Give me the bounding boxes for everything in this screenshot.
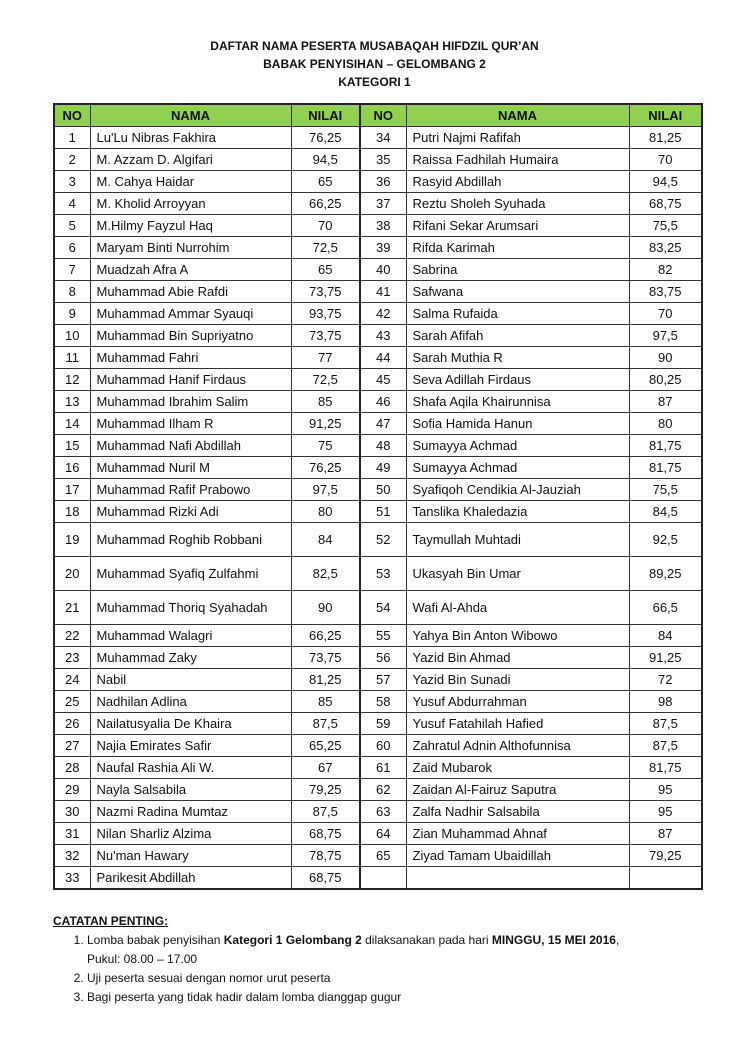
participant-score: 89,25 xyxy=(629,557,702,591)
participant-number: 16 xyxy=(54,457,90,479)
table-row xyxy=(54,413,702,435)
note-1-text-c: , xyxy=(615,933,620,947)
participant-name: M. Azzam D. Algifari xyxy=(90,149,291,171)
participant-score: 73,75 xyxy=(291,325,360,347)
participant-name: Rifani Sekar Arumsari xyxy=(406,215,629,237)
participant-name: Muhammad Rafif Prabowo xyxy=(90,479,291,501)
table-row xyxy=(54,149,702,171)
participant-name: Zaidan Al-Fairuz Saputra xyxy=(406,779,629,801)
participant-score: 81,75 xyxy=(629,757,702,779)
participant-number: 35 xyxy=(360,149,406,171)
participant-number: 49 xyxy=(360,457,406,479)
participant-score: 83,75 xyxy=(629,281,702,303)
participant-score: 68,75 xyxy=(291,867,360,890)
participant-number: 2 xyxy=(54,149,90,171)
participant-score: 73,75 xyxy=(291,647,360,669)
participant-number: 23 xyxy=(54,647,90,669)
table-row xyxy=(54,237,702,259)
participant-number: 63 xyxy=(360,801,406,823)
participant-name: Muhammad Ilham R xyxy=(90,413,291,435)
participant-score: 75,5 xyxy=(629,215,702,237)
table-row xyxy=(54,127,702,149)
participant-number: 30 xyxy=(54,801,90,823)
note-1-text-a: Lomba babak penyisihan xyxy=(87,933,224,947)
participant-name: Muhammad Syafiq Zulfahmi xyxy=(90,557,291,591)
participant-name: Yusuf Abdurrahman xyxy=(406,691,629,713)
header-no-2: NO xyxy=(360,104,406,127)
participant-name: Ziyad Tamam Ubaidillah xyxy=(406,845,629,867)
participant-score: 70 xyxy=(629,149,702,171)
participant-name: Muhammad Bin Supriyatno xyxy=(90,325,291,347)
participant-number: 13 xyxy=(54,391,90,413)
participant-name: Muhammad Rizki Adi xyxy=(90,501,291,523)
participant-name: Zahratul Adnin Althofunnisa xyxy=(406,735,629,757)
participant-number: 19 xyxy=(54,523,90,557)
participant-number: 62 xyxy=(360,779,406,801)
participant-name: Salma Rufaida xyxy=(406,303,629,325)
participant-number: 29 xyxy=(54,779,90,801)
participant-name: Zian Muhammad Ahnaf xyxy=(406,823,629,845)
participant-number: 12 xyxy=(54,369,90,391)
header-nilai-2: NILAI xyxy=(629,104,702,127)
table-row xyxy=(54,625,702,647)
participant-name: Nailatusyalia De Khaira xyxy=(90,713,291,735)
table-row xyxy=(54,669,702,691)
participant-name: Muhammad Roghib Robbani xyxy=(90,523,291,557)
participant-score: 75 xyxy=(291,435,360,457)
table-row xyxy=(54,735,702,757)
participant-number: 58 xyxy=(360,691,406,713)
participant-score: 97,5 xyxy=(291,479,360,501)
participant-name: Sarah Muthia R xyxy=(406,347,629,369)
participant-number: 28 xyxy=(54,757,90,779)
table-row xyxy=(54,391,702,413)
participant-name: Parikesit Abdillah xyxy=(90,867,291,890)
participant-number: 46 xyxy=(360,391,406,413)
table-row xyxy=(54,281,702,303)
participant-number: 10 xyxy=(54,325,90,347)
participant-name: Muhammad Nafi Abdillah xyxy=(90,435,291,457)
participant-name xyxy=(406,867,629,890)
participant-score: 68,75 xyxy=(291,823,360,845)
participant-score: 66,5 xyxy=(629,591,702,625)
participant-name: Sabrina xyxy=(406,259,629,281)
participant-name: Muhammad Walagri xyxy=(90,625,291,647)
table-row xyxy=(54,259,702,281)
note-1-bold-category: Kategori 1 Gelombang 2 xyxy=(223,933,362,947)
participant-number: 15 xyxy=(54,435,90,457)
participant-score: 87,5 xyxy=(291,713,360,735)
participant-number: 11 xyxy=(54,347,90,369)
title-line-1: DAFTAR NAMA PESERTA MUSABAQAH HIFDZIL QUR’AN xyxy=(210,39,539,53)
participant-score: 91,25 xyxy=(629,647,702,669)
participant-name: Reztu Sholeh Syuhada xyxy=(406,193,629,215)
participant-number: 31 xyxy=(54,823,90,845)
participant-name: Maryam Binti Nurrohim xyxy=(90,237,291,259)
participant-number: 42 xyxy=(360,303,406,325)
participant-name: Yahya Bin Anton Wibowo xyxy=(406,625,629,647)
participant-score: 80 xyxy=(629,413,702,435)
participant-number: 27 xyxy=(54,735,90,757)
participant-name: Syafiqoh Cendikia Al-Jauziah xyxy=(406,479,629,501)
participant-number: 57 xyxy=(360,669,406,691)
participant-number: 60 xyxy=(360,735,406,757)
participant-name: Yazid Bin Sunadi xyxy=(406,669,629,691)
participant-name: Muhammad Thoriq Syahadah xyxy=(90,591,291,625)
note-3-text: Bagi peserta yang tidak hadir dalam lomba dianggap gugur xyxy=(87,990,402,1004)
participant-score: 70 xyxy=(291,215,360,237)
participant-name: Zaid Mubarok xyxy=(406,757,629,779)
participant-name: M. Cahya Haidar xyxy=(90,171,291,193)
participant-score: 82 xyxy=(629,259,702,281)
participant-score: 80,25 xyxy=(629,369,702,391)
participant-name: Nadhilan Adlina xyxy=(90,691,291,713)
participant-score: 77 xyxy=(291,347,360,369)
participant-score: 93,75 xyxy=(291,303,360,325)
participant-name: Nu'man Hawary xyxy=(90,845,291,867)
table-row xyxy=(54,347,702,369)
participant-number: 3 xyxy=(54,171,90,193)
participant-name: Muadzah Afra A xyxy=(90,259,291,281)
participant-score: 98 xyxy=(629,691,702,713)
table-row xyxy=(54,523,702,557)
participant-score: 82,5 xyxy=(291,557,360,591)
participant-number: 26 xyxy=(54,713,90,735)
important-notes xyxy=(53,912,713,1007)
participant-score xyxy=(629,867,702,890)
participant-name: Safwana xyxy=(406,281,629,303)
participant-number: 59 xyxy=(360,713,406,735)
participant-name: Sumayya Achmad xyxy=(406,435,629,457)
participant-score: 81,25 xyxy=(629,127,702,149)
participant-number xyxy=(360,867,406,890)
participant-score: 97,5 xyxy=(629,325,702,347)
participant-score: 87,5 xyxy=(291,801,360,823)
participant-name: Lu'Lu Nibras Fakhira xyxy=(90,127,291,149)
note-1-bold-date: MINGGU, 15 MEI 2016 xyxy=(491,933,616,947)
participant-score: 87 xyxy=(629,391,702,413)
participant-score: 91,25 xyxy=(291,413,360,435)
note-item-1 xyxy=(87,931,713,969)
participant-number: 24 xyxy=(54,669,90,691)
participant-number: 9 xyxy=(54,303,90,325)
table-row xyxy=(54,557,702,591)
participant-score: 79,25 xyxy=(291,779,360,801)
participant-name: Zalfa Nadhir Salsabila xyxy=(406,801,629,823)
participant-score: 92,5 xyxy=(629,523,702,557)
header-nama: NAMA xyxy=(90,104,291,127)
participant-number: 50 xyxy=(360,479,406,501)
participant-number: 52 xyxy=(360,523,406,557)
participant-number: 40 xyxy=(360,259,406,281)
participant-number: 14 xyxy=(54,413,90,435)
table-row xyxy=(54,691,702,713)
participant-name: Muhammad Fahri xyxy=(90,347,291,369)
participant-name: Muhammad Abie Rafdi xyxy=(90,281,291,303)
header-nama-2: NAMA xyxy=(406,104,629,127)
participant-number: 38 xyxy=(360,215,406,237)
participant-score: 66,25 xyxy=(291,193,360,215)
participant-name: Najia Emirates Safir xyxy=(90,735,291,757)
participant-number: 65 xyxy=(360,845,406,867)
participant-score: 78,75 xyxy=(291,845,360,867)
participant-name: Yazid Bin Ahmad xyxy=(406,647,629,669)
table-row xyxy=(54,713,702,735)
notes-heading: CATATAN PENTING: xyxy=(53,914,169,928)
table-row xyxy=(54,823,702,845)
participant-score: 65 xyxy=(291,171,360,193)
participant-score: 95 xyxy=(629,779,702,801)
participant-table xyxy=(53,103,703,890)
participant-number: 20 xyxy=(54,557,90,591)
participant-name: Muhammad Zaky xyxy=(90,647,291,669)
participant-score: 87 xyxy=(629,823,702,845)
table-row xyxy=(54,193,702,215)
note-item-2 xyxy=(87,969,713,988)
participant-number: 54 xyxy=(360,591,406,625)
participant-number: 45 xyxy=(360,369,406,391)
participant-score: 94,5 xyxy=(629,171,702,193)
participant-score: 84 xyxy=(629,625,702,647)
table-row xyxy=(54,303,702,325)
participant-score: 95 xyxy=(629,801,702,823)
participant-number: 7 xyxy=(54,259,90,281)
participant-score: 75,5 xyxy=(629,479,702,501)
participant-name: Nayla Salsabila xyxy=(90,779,291,801)
participant-number: 53 xyxy=(360,557,406,591)
participant-number: 4 xyxy=(54,193,90,215)
participant-name: Nilan Sharliz Alzima xyxy=(90,823,291,845)
participant-score: 66,25 xyxy=(291,625,360,647)
participant-number: 36 xyxy=(360,171,406,193)
participant-score: 90 xyxy=(629,347,702,369)
participant-name: Rasyid Abdillah xyxy=(406,171,629,193)
participant-score: 81,25 xyxy=(291,669,360,691)
participant-score: 94,5 xyxy=(291,149,360,171)
table-row xyxy=(54,435,702,457)
participant-name: Seva Adillah Firdaus xyxy=(406,369,629,391)
participant-score: 84 xyxy=(291,523,360,557)
table-row xyxy=(54,369,702,391)
participant-score: 85 xyxy=(291,691,360,713)
participant-score: 83,25 xyxy=(629,237,702,259)
participant-number: 43 xyxy=(360,325,406,347)
note-1-text-b: dilaksanakan pada hari xyxy=(361,933,492,947)
participant-name: Muhammad Hanif Firdaus xyxy=(90,369,291,391)
participant-number: 18 xyxy=(54,501,90,523)
participant-name: Nazmi Radina Mumtaz xyxy=(90,801,291,823)
participant-score: 87,5 xyxy=(629,713,702,735)
table-row xyxy=(54,479,702,501)
table-row xyxy=(54,779,702,801)
participant-name: Muhammad Nuril M xyxy=(90,457,291,479)
participant-name: Taymullah Muhtadi xyxy=(406,523,629,557)
participant-score: 67 xyxy=(291,757,360,779)
document-title xyxy=(0,37,749,91)
table-row xyxy=(54,457,702,479)
participant-score: 85 xyxy=(291,391,360,413)
participant-name: Putri Najmi Rafifah xyxy=(406,127,629,149)
note-2-text: Uji peserta sesuai dengan nomor urut peserta xyxy=(87,971,331,985)
participant-name: Raissa Fadhilah Humaira xyxy=(406,149,629,171)
participant-name: Shafa Aqila Khairunnisa xyxy=(406,391,629,413)
participant-score: 70 xyxy=(629,303,702,325)
participant-number: 55 xyxy=(360,625,406,647)
participant-score: 72 xyxy=(629,669,702,691)
participant-name: Tanslika Khaledazia xyxy=(406,501,629,523)
note-1-time: Pukul: 08.00 – 17.00 xyxy=(87,952,198,966)
participant-number: 34 xyxy=(360,127,406,149)
participant-number: 48 xyxy=(360,435,406,457)
table-row xyxy=(54,215,702,237)
participant-score: 73,75 xyxy=(291,281,360,303)
participant-number: 5 xyxy=(54,215,90,237)
participant-number: 1 xyxy=(54,127,90,149)
participant-name: Sofia Hamida Hanun xyxy=(406,413,629,435)
participant-number: 51 xyxy=(360,501,406,523)
notes-list xyxy=(53,931,713,1007)
table-row xyxy=(54,647,702,669)
participant-score: 79,25 xyxy=(629,845,702,867)
participant-number: 25 xyxy=(54,691,90,713)
participant-score: 76,25 xyxy=(291,457,360,479)
participant-name: Yusuf Fatahilah Hafied xyxy=(406,713,629,735)
participant-name: M.Hilmy Fayzul Haq xyxy=(90,215,291,237)
participant-name: M. Kholid Arroyyan xyxy=(90,193,291,215)
participant-score: 81,75 xyxy=(629,435,702,457)
participant-number: 17 xyxy=(54,479,90,501)
participant-name: Sarah Afifah xyxy=(406,325,629,347)
participant-name: Nabil xyxy=(90,669,291,691)
participant-number: 41 xyxy=(360,281,406,303)
participant-number: 61 xyxy=(360,757,406,779)
participant-score: 90 xyxy=(291,591,360,625)
participant-name: Muhammad Ibrahim Salim xyxy=(90,391,291,413)
participant-score: 87,5 xyxy=(629,735,702,757)
table-row xyxy=(54,801,702,823)
participant-number: 44 xyxy=(360,347,406,369)
header-no: NO xyxy=(54,104,90,127)
participant-number: 64 xyxy=(360,823,406,845)
participant-number: 39 xyxy=(360,237,406,259)
participant-number: 8 xyxy=(54,281,90,303)
participant-score: 72,5 xyxy=(291,369,360,391)
participant-name: Naufal Rashia Ali W. xyxy=(90,757,291,779)
participant-number: 32 xyxy=(54,845,90,867)
participant-name: Sumayya Achmad xyxy=(406,457,629,479)
participant-score: 81,75 xyxy=(629,457,702,479)
participant-score: 72,5 xyxy=(291,237,360,259)
participant-name: Rifda Karimah xyxy=(406,237,629,259)
participant-number: 33 xyxy=(54,867,90,890)
participant-number: 47 xyxy=(360,413,406,435)
title-line-3: KATEGORI 1 xyxy=(338,75,411,89)
participant-number: 21 xyxy=(54,591,90,625)
header-nilai: NILAI xyxy=(291,104,360,127)
table-row xyxy=(54,867,702,890)
participant-score: 65 xyxy=(291,259,360,281)
participant-score: 76,25 xyxy=(291,127,360,149)
participant-score: 80 xyxy=(291,501,360,523)
table-header-row xyxy=(54,104,702,127)
table-row xyxy=(54,325,702,347)
table-row xyxy=(54,757,702,779)
table-row xyxy=(54,501,702,523)
table-row xyxy=(54,591,702,625)
participant-name: Wafi Al-Ahda xyxy=(406,591,629,625)
participant-name: Ukasyah Bin Umar xyxy=(406,557,629,591)
participant-number: 56 xyxy=(360,647,406,669)
participant-score: 65,25 xyxy=(291,735,360,757)
table-row xyxy=(54,845,702,867)
table-body xyxy=(54,127,702,890)
participant-score: 84,5 xyxy=(629,501,702,523)
note-item-3 xyxy=(87,988,713,1007)
participant-number: 22 xyxy=(54,625,90,647)
title-line-2: BABAK PENYISIHAN – GELOMBANG 2 xyxy=(263,57,486,71)
participant-score: 68,75 xyxy=(629,193,702,215)
table-row xyxy=(54,171,702,193)
participant-number: 6 xyxy=(54,237,90,259)
participant-number: 37 xyxy=(360,193,406,215)
participant-name: Muhammad Ammar Syauqi xyxy=(90,303,291,325)
